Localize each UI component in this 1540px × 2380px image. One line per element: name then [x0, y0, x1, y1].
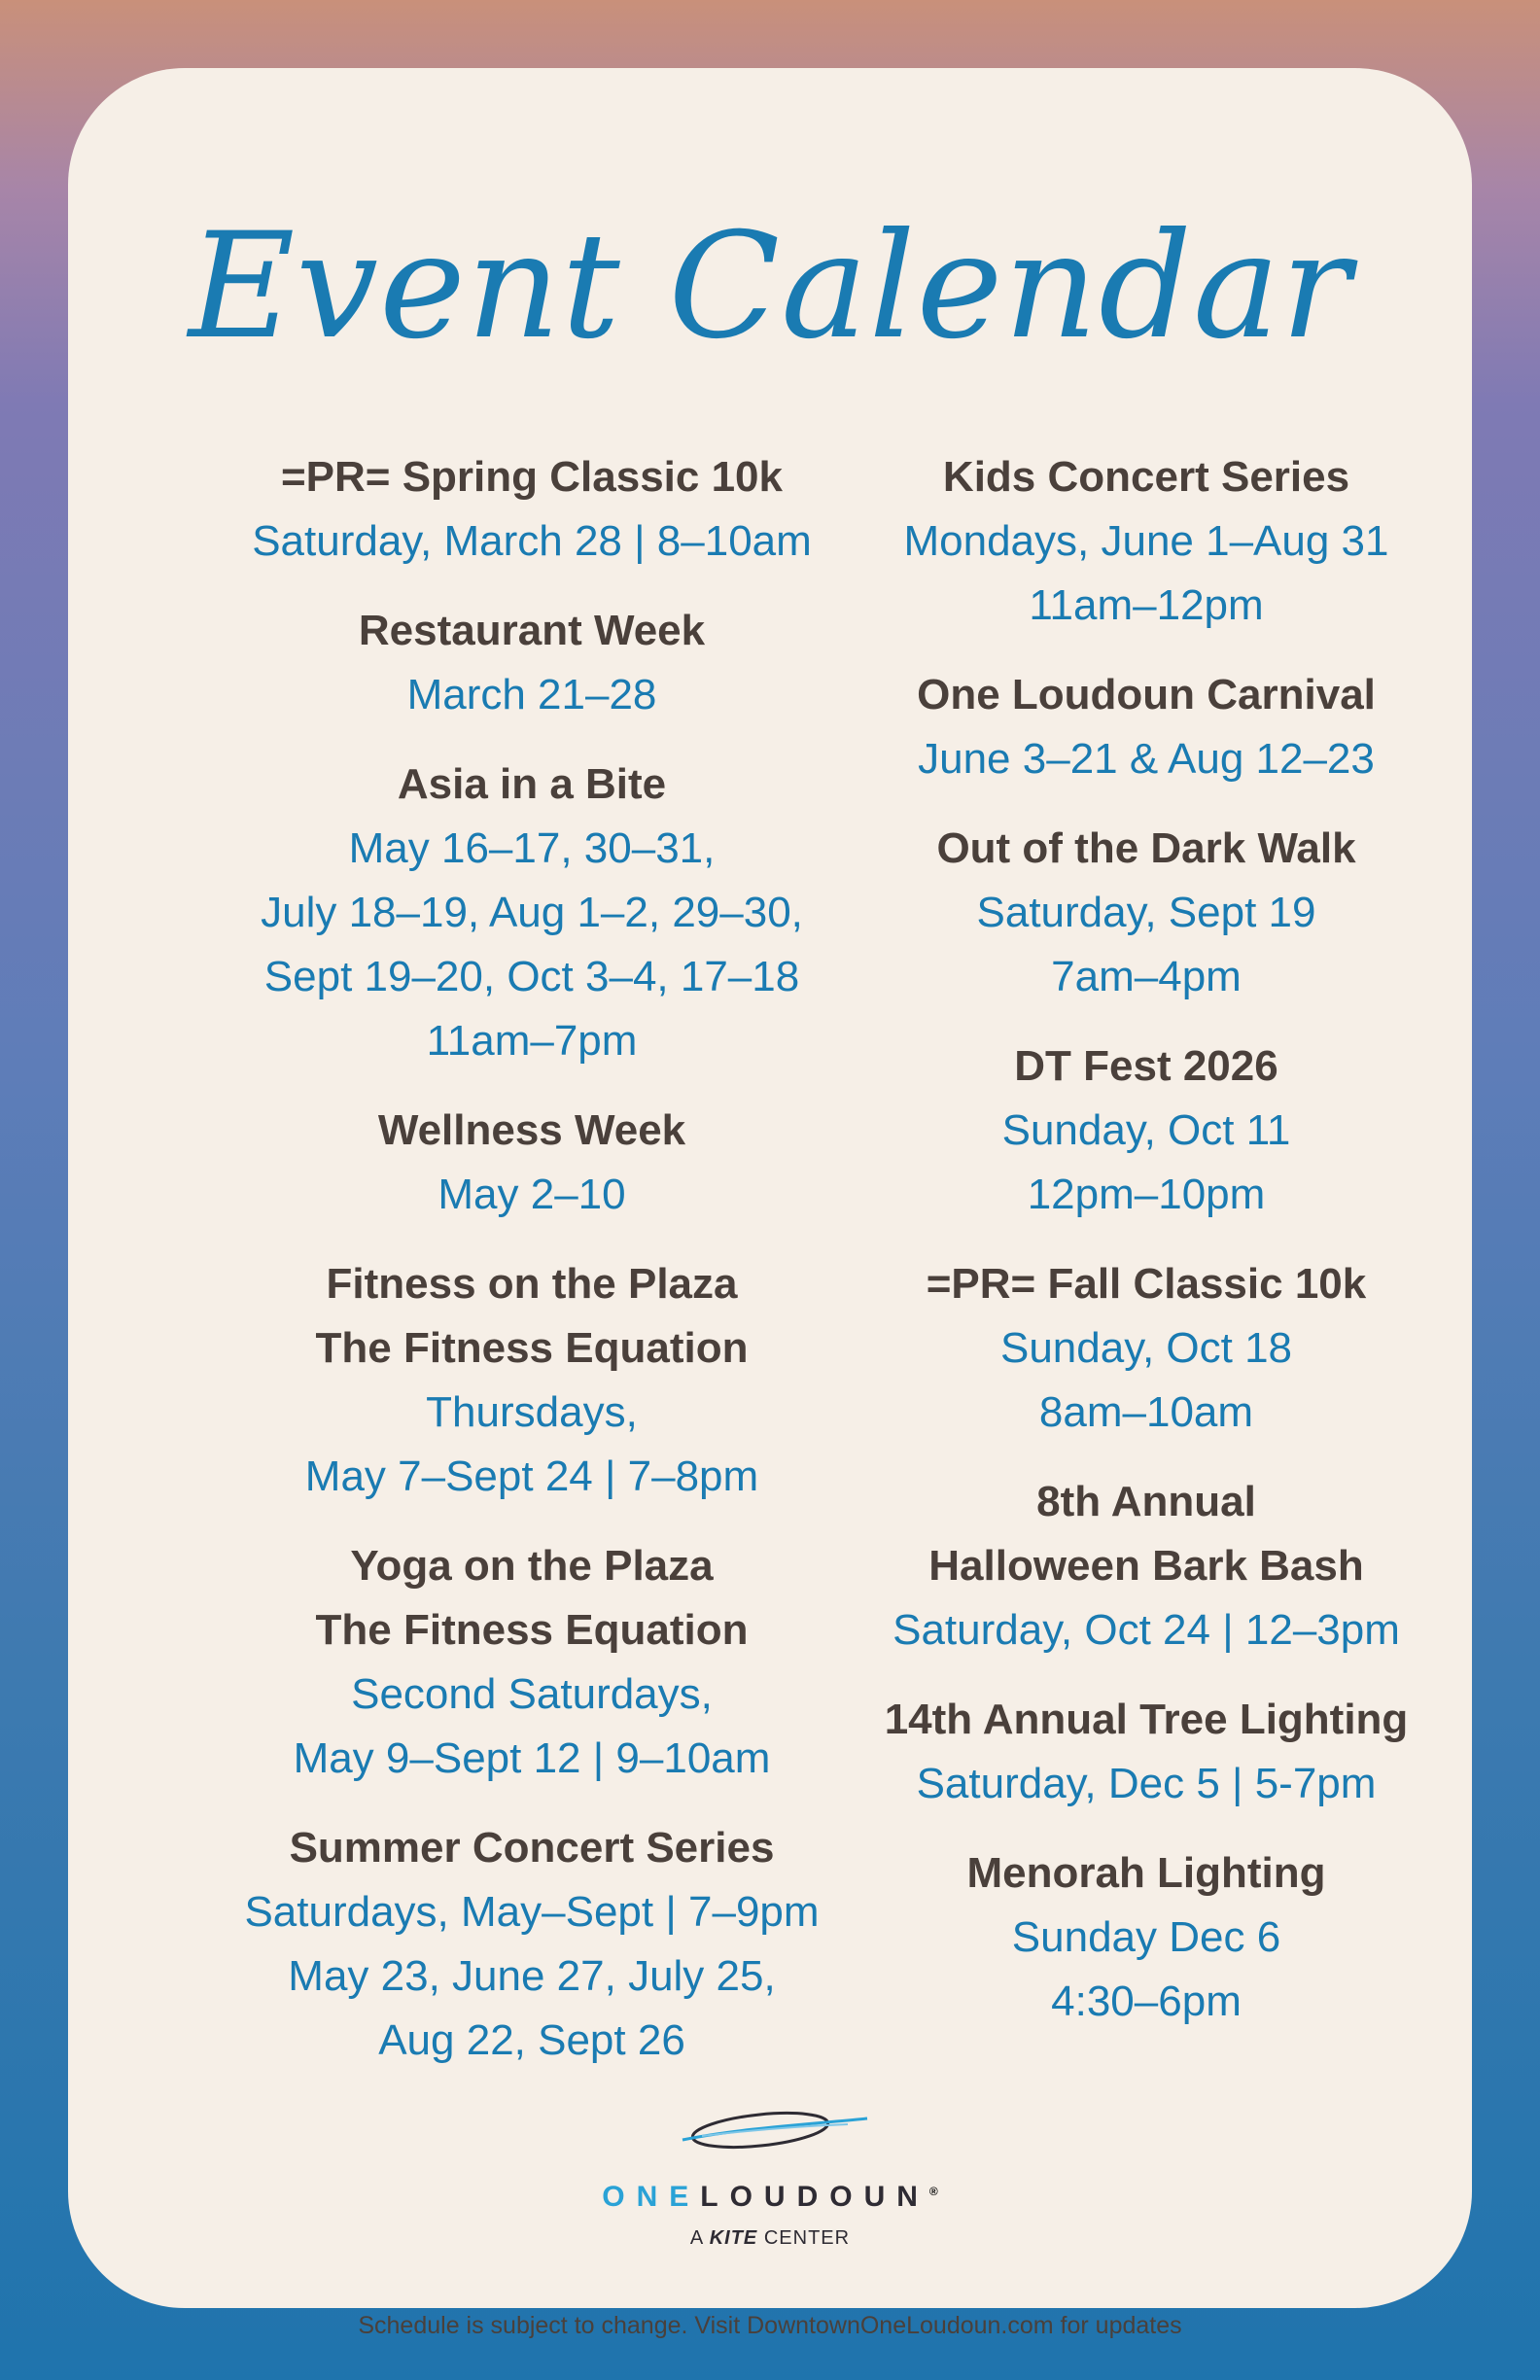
event-item [182, 1099, 882, 1227]
event-dates: May 7–Sept 24 | 7–8pm [304, 1452, 759, 1500]
event-dates: June 3–21 & Aug 12–23 [918, 735, 1375, 783]
event-title: Summer Concert Series [289, 1824, 775, 1872]
registered-mark: ® [928, 2185, 938, 2198]
event-title: DT Fest 2026 [1014, 1042, 1278, 1090]
event-dates: 8am–10am [1038, 1388, 1254, 1436]
event-dates: Saturday, March 28 | 8–10am [252, 517, 812, 565]
event-title: Halloween Bark Bash [928, 1542, 1364, 1590]
event-title: =PR= Spring Classic 10k [280, 453, 784, 501]
event-dates: Sunday, Oct 11 [1001, 1106, 1291, 1154]
event-title: Menorah Lighting [966, 1849, 1326, 1897]
one-loudoun-logo [68, 2105, 1472, 2250]
event-title: The Fitness Equation [315, 1324, 749, 1372]
event-title: =PR= Fall Classic 10k [926, 1260, 1367, 1308]
event-dates: Sunday Dec 6 [1011, 1913, 1281, 1961]
event-dates: 11am–12pm [1029, 581, 1264, 629]
event-title: The Fitness Equation [315, 1606, 749, 1654]
event-item [796, 1034, 1496, 1227]
right-column [796, 445, 1496, 2059]
event-item [182, 752, 882, 1073]
event-dates: 4:30–6pm [1051, 1978, 1242, 2025]
event-dates: July 18–19, Aug 1–2, 29–30, [261, 889, 803, 936]
event-dates: 12pm–10pm [1027, 1171, 1266, 1218]
event-item [182, 1534, 882, 1791]
footer-note: Schedule is subject to change. Visit DowntownOneLoudoun.com for updates [358, 2312, 1182, 2339]
event-title: Out of the Dark Walk [936, 824, 1356, 872]
event-dates: Mondays, June 1–Aug 31 [903, 517, 1389, 565]
event-dates: Aug 22, Sept 26 [378, 2016, 685, 2064]
event-title: Asia in a Bite [397, 760, 667, 808]
event-dates: Second Saturdays, [351, 1670, 713, 1718]
tagline-center: CENTER [763, 2227, 851, 2249]
event-item [796, 817, 1496, 1009]
event-title: 14th Annual Tree Lighting [884, 1696, 1409, 1743]
event-item [796, 663, 1496, 791]
event-item [796, 1688, 1496, 1816]
event-dates: Saturdays, May–Sept | 7–9pm [244, 1888, 820, 1936]
event-dates: May 16–17, 30–31, [348, 824, 716, 872]
event-dates: Sept 19–20, Oct 3–4, 17–18 [263, 953, 800, 1000]
event-title: Kids Concert Series [942, 453, 1350, 501]
event-dates: March 21–28 [406, 671, 657, 718]
event-item [182, 445, 882, 574]
brand-loudoun: LOUDOUN [700, 2181, 929, 2213]
brand-tagline [68, 2227, 1472, 2250]
event-dates: May 2–10 [438, 1171, 626, 1218]
brand-wordmark [68, 2181, 1472, 2214]
event-title: 8th Annual [1036, 1478, 1256, 1525]
event-item [796, 445, 1496, 638]
event-item [182, 599, 882, 727]
event-title: Fitness on the Plaza [326, 1260, 738, 1308]
event-dates: 7am–4pm [1051, 953, 1242, 1000]
swoosh-icon [663, 2105, 877, 2153]
event-item [182, 1816, 882, 2073]
left-column [182, 445, 882, 2098]
event-item [796, 1841, 1496, 2034]
event-dates: 11am–7pm [426, 1017, 638, 1065]
event-title: Yoga on the Plaza [350, 1542, 714, 1590]
event-dates: May 23, June 27, July 25, [288, 1952, 776, 2000]
event-dates: May 9–Sept 12 | 9–10am [293, 1734, 771, 1782]
tagline-kite: KITE [709, 2227, 758, 2249]
event-dates: Thursdays, [426, 1388, 638, 1436]
event-card [68, 68, 1472, 2339]
event-dates: Saturday, Dec 5 | 5-7pm [916, 1760, 1377, 1807]
event-dates: Sunday, Oct 18 [999, 1324, 1293, 1372]
event-title: Wellness Week [377, 1106, 686, 1154]
event-item [796, 1470, 1496, 1662]
event-title: Restaurant Week [358, 607, 706, 654]
tagline-a: A [689, 2227, 704, 2249]
event-dates: Saturday, Sept 19 [976, 889, 1316, 936]
event-item [796, 1252, 1496, 1445]
event-title: One Loudoun Carnival [917, 671, 1376, 718]
event-dates: Saturday, Oct 24 | 12–3pm [892, 1606, 1400, 1654]
page-title: Event Calendar [188, 202, 1352, 371]
brand-one: ONE [602, 2181, 701, 2213]
event-item [182, 1252, 882, 1509]
